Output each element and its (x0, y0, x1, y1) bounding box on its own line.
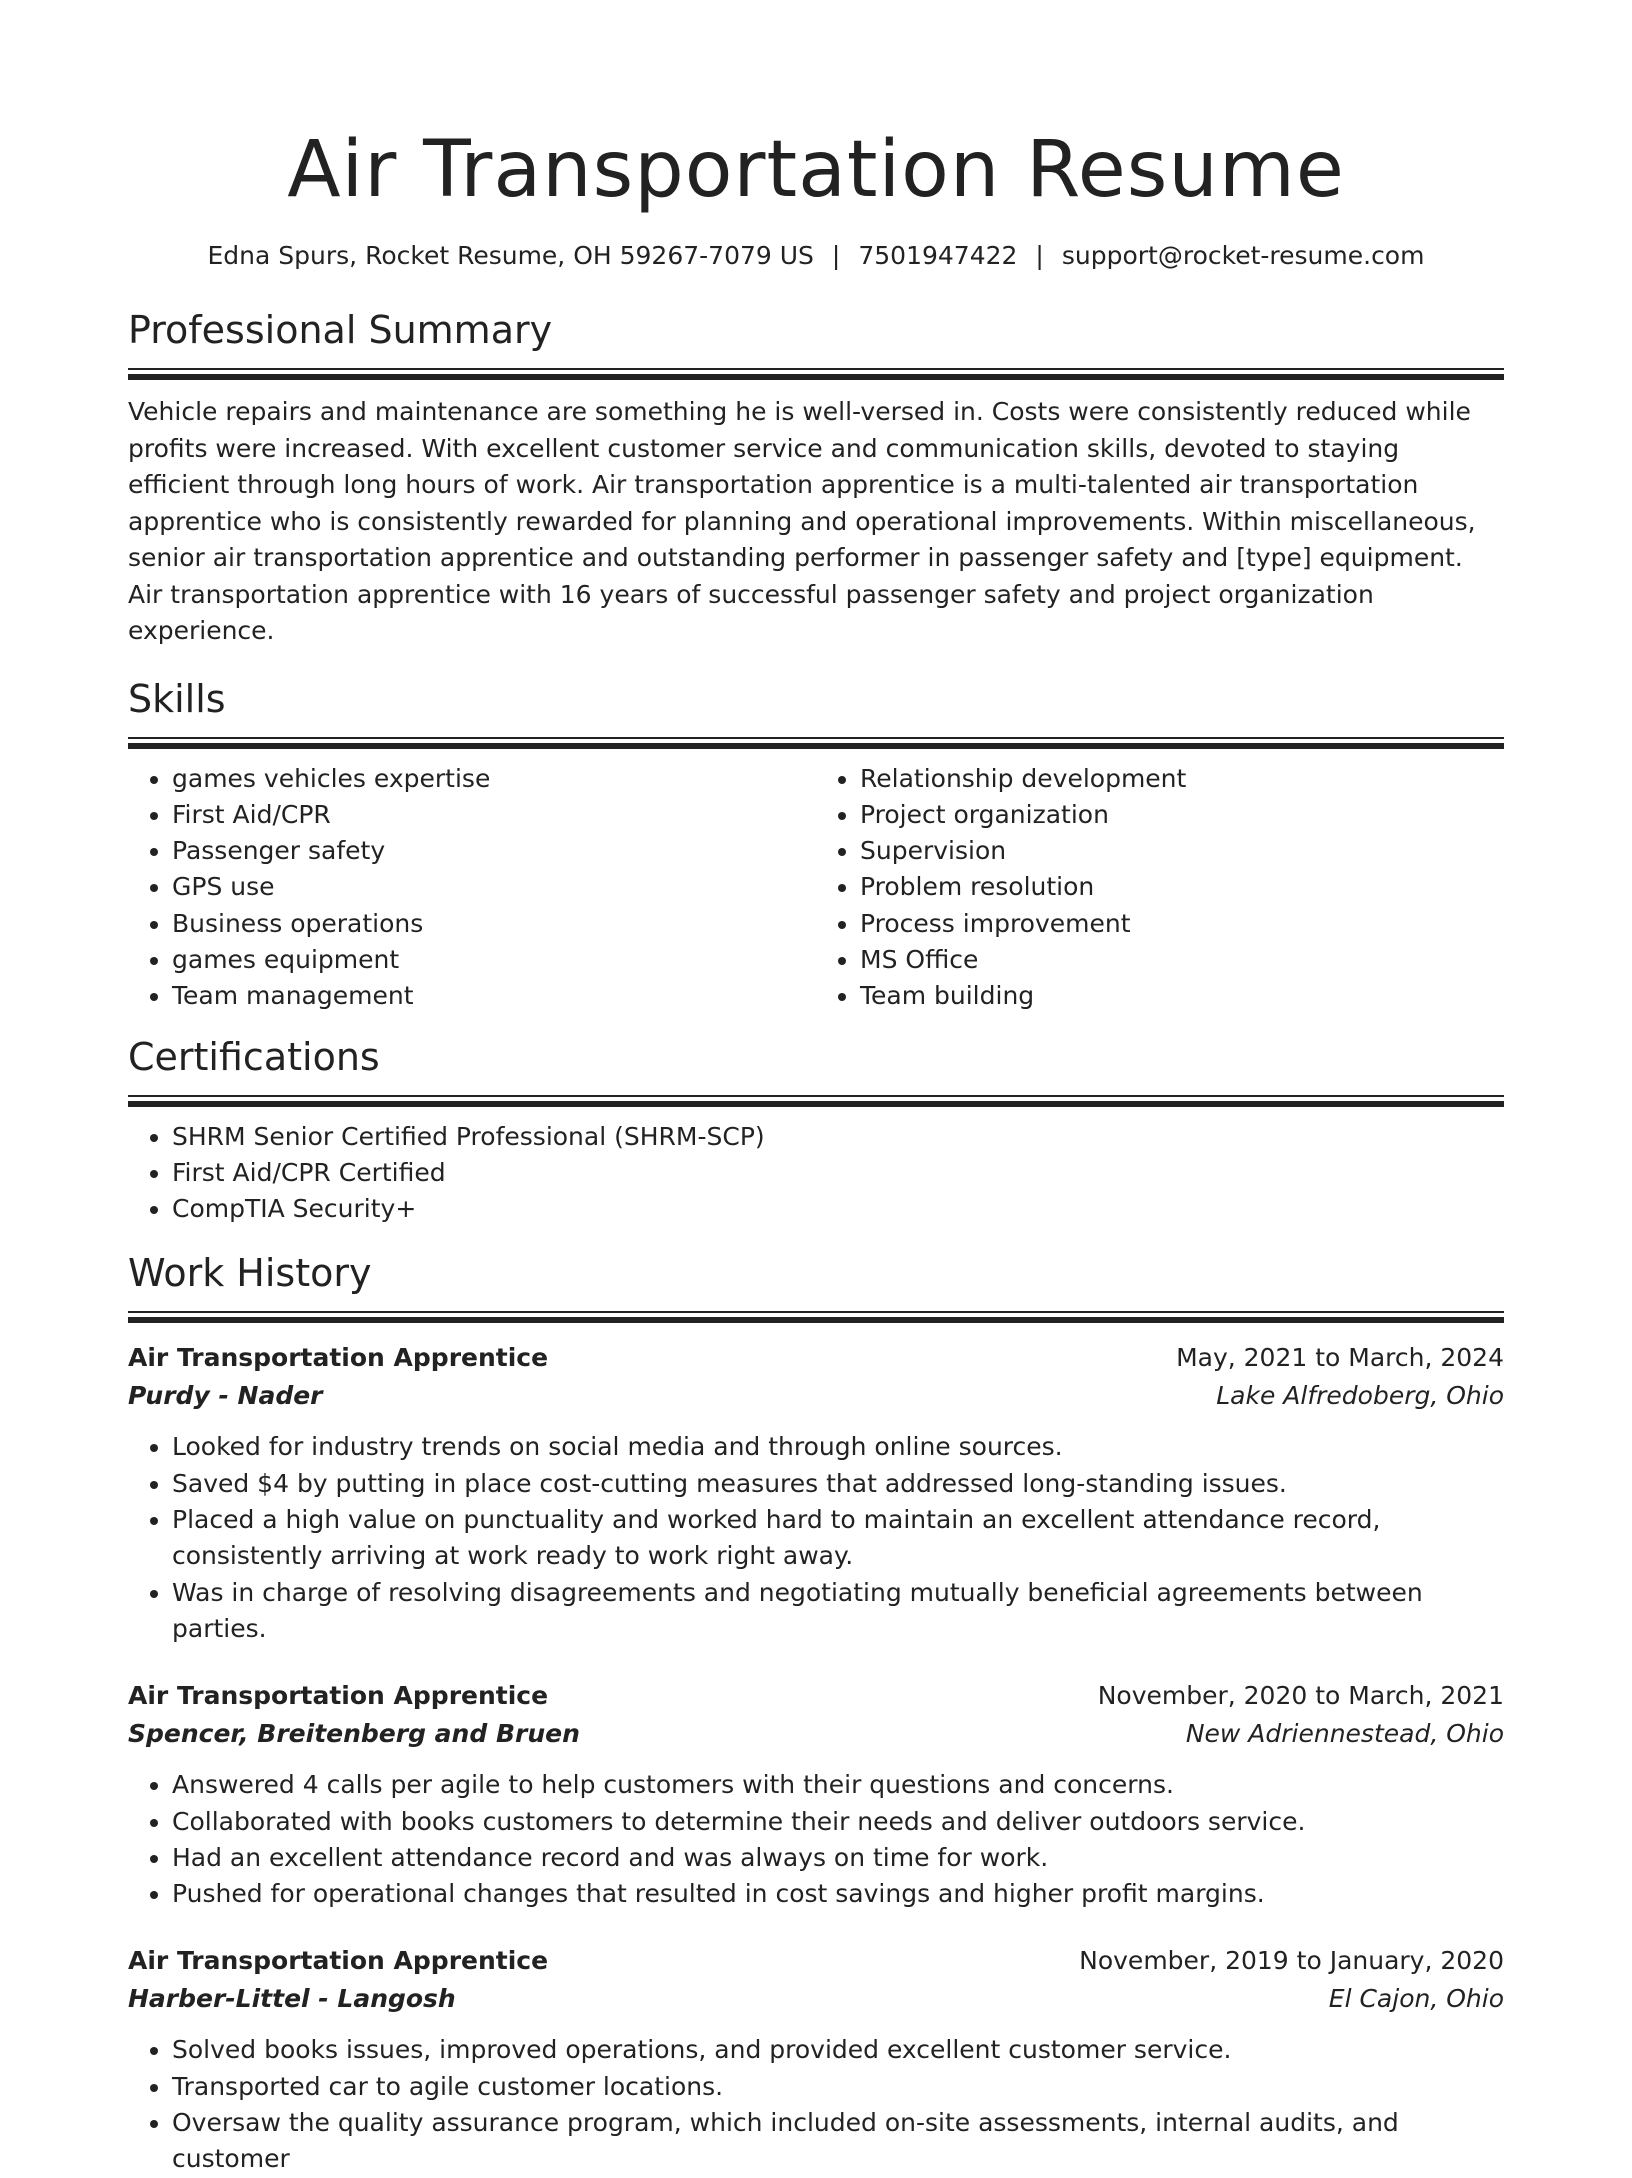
section-divider-thick (128, 1101, 1504, 1107)
job-header-row (128, 1339, 1504, 1377)
job-dates: November, 2019 to January, 2020 (1079, 1946, 1504, 1976)
skill-item: • Team building (860, 978, 1504, 1014)
job-location: Lake Alfredoberg, Ohio (1216, 1381, 1504, 1411)
job-bullet: • Answered 4 calls per agile to help customers with their questions and concerns. (172, 1767, 1504, 1803)
job-header-row (128, 1942, 1504, 1980)
job-company-row (128, 1980, 1504, 2018)
job-bullet: • Placed a high value on punctuality and worked hard to maintain an excellent attendance record, consistently arriving at work ready to work right away. (172, 1502, 1504, 1575)
contact-separator: | (1035, 241, 1044, 270)
job-company-row (128, 1377, 1504, 1415)
job-bullets (128, 2032, 1504, 2177)
job-title: Air Transportation Apprentice (128, 1946, 549, 1976)
skill-item: • Business operations (172, 906, 816, 942)
job-bullet: • Transported car to agile customer locations. (172, 2069, 1504, 2105)
skill-item: • Passenger safety (172, 833, 816, 869)
certifications-section (128, 1033, 1504, 1228)
job-location: El Cajon, Ohio (1328, 1984, 1504, 2014)
job-entry (128, 1942, 1504, 2177)
certification-item: • SHRM Senior Certified Professional (SHRM-SCP) (172, 1119, 1504, 1155)
job-bullet: • Was in charge of resolving disagreements and negotiating mutually beneficial agreements between parties. (172, 1575, 1504, 1648)
job-title: Air Transportation Apprentice (128, 1343, 549, 1373)
job-title: Air Transportation Apprentice (128, 1681, 549, 1711)
certification-item: • First Aid/CPR Certified (172, 1155, 1504, 1191)
contact-address: Edna Spurs, Rocket Resume, OH 59267-7079 US (207, 241, 814, 270)
skill-item: • Process improvement (860, 906, 1504, 942)
summary-heading: Professional Summary (128, 308, 553, 352)
job-entry (128, 1339, 1504, 1647)
skills-grid (128, 749, 1504, 1015)
work-history-heading: Work History (128, 1251, 372, 1296)
summary-section (128, 306, 1504, 650)
section-divider (128, 368, 1504, 370)
job-bullet: • Had an excellent attendance record and was always on time for work. (172, 1840, 1504, 1876)
contact-email: support@rocket-resume.com (1061, 241, 1425, 270)
job-bullet: • Oversaw the quality assurance program, which included on-site assessments, internal audits, and customer (172, 2105, 1504, 2178)
skills-column-left (128, 749, 816, 1015)
job-company-row (128, 1715, 1504, 1753)
job-bullet: • Pushed for operational changes that resulted in cost savings and higher profit margins. (172, 1876, 1504, 1912)
contact-phone: 7501947422 (858, 241, 1018, 270)
skill-item: • Project organization (860, 797, 1504, 833)
job-bullet: • Looked for industry trends on social media and through online sources. (172, 1429, 1504, 1465)
skill-item: • games equipment (172, 942, 816, 978)
section-divider-thick (128, 374, 1504, 380)
contact-line (128, 238, 1504, 274)
job-company: Purdy - Nader (128, 1381, 323, 1411)
skill-item: • Problem resolution (860, 869, 1504, 905)
skill-item: • Team management (172, 978, 816, 1014)
job-bullets (128, 1767, 1504, 1912)
certifications-heading: Certifications (128, 1034, 380, 1079)
section-divider-thick (128, 1317, 1504, 1323)
job-bullets (128, 1429, 1504, 1647)
skill-item: • games vehicles expertise (172, 761, 816, 797)
job-location: New Adriennestead, Ohio (1185, 1719, 1504, 1749)
skill-item: • First Aid/CPR (172, 797, 816, 833)
skills-column-right (816, 749, 1504, 1015)
job-bullet: • Solved books issues, improved operations, and provided excellent customer service. (172, 2032, 1504, 2068)
job-company: Spencer, Breitenberg and Bruen (128, 1719, 580, 1749)
skills-section (128, 675, 1504, 1015)
certification-item: • CompTIA Security+ (172, 1191, 1504, 1227)
skills-heading: Skills (128, 676, 226, 721)
job-header-row (128, 1677, 1504, 1715)
job-dates: May, 2021 to March, 2024 (1176, 1343, 1504, 1373)
work-history-section (128, 1249, 1504, 2177)
certifications-list (128, 1119, 1504, 1228)
resume-page (128, 0, 1504, 2178)
job-company: Harber-Littel - Langosh (128, 1984, 456, 2014)
contact-separator: | (831, 241, 841, 270)
skill-item: • Relationship development (860, 761, 1504, 797)
skill-item: • Supervision (860, 833, 1504, 869)
summary-text: Vehicle repairs and maintenance are something he is well-versed in. Costs were consistently reduced while profits were increased. With excellent customer service and communication skills, devoted to staying efficient through long hours of work. Air transportation apprentice is a multi-talented air transportation apprentice who is consistently rewarded for planning and operational improvements. Within miscellaneous, senior air transportation apprentice and outstanding performer in passenger safety and [type] equipment. Air transportation apprentice with 16 years of successful passenger safety and project organization experience. (128, 397, 1476, 645)
skills-list-right (816, 761, 1504, 1015)
job-dates: November, 2020 to March, 2021 (1097, 1681, 1504, 1711)
job-bullet: • Saved $4 by putting in place cost-cutting measures that addressed long-standing issues. (172, 1466, 1504, 1502)
resume-title: Air Transportation Resume (287, 125, 1345, 215)
skills-list-left (128, 761, 816, 1015)
job-entry (128, 1677, 1504, 1912)
section-divider (128, 1095, 1504, 1097)
skill-item: • GPS use (172, 869, 816, 905)
job-bullet: • Collaborated with books customers to determine their needs and deliver outdoors service. (172, 1804, 1504, 1840)
section-divider (128, 737, 1504, 739)
section-divider (128, 1311, 1504, 1313)
skill-item: • MS Office (860, 942, 1504, 978)
